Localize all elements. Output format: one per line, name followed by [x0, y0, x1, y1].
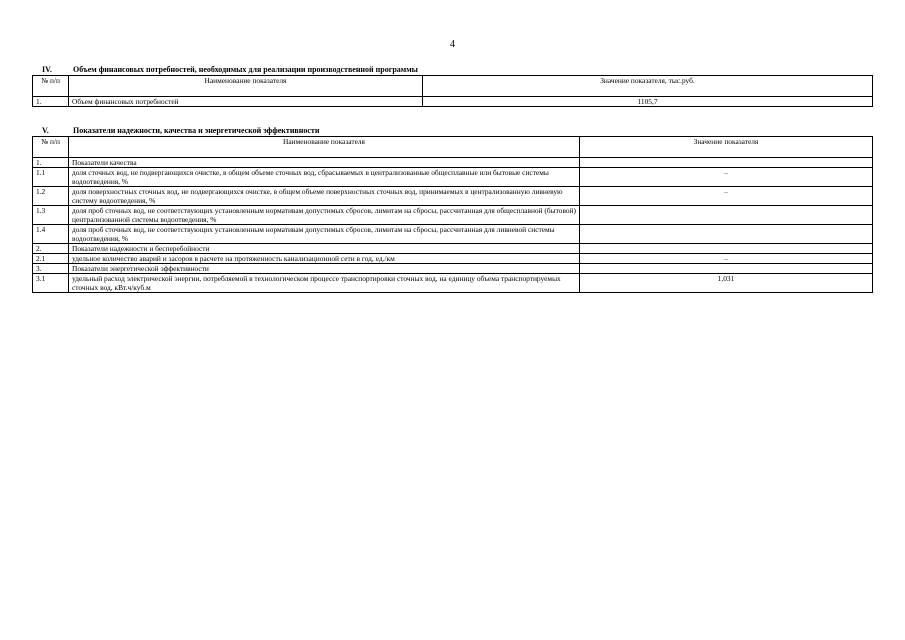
row-num: 1.4 [33, 225, 69, 244]
table-row [33, 254, 873, 264]
table-row [33, 158, 873, 168]
row-name: Показатели надежности и бесперебойности [69, 244, 580, 254]
section-title: Показатели надежности, качества и энергетической эффективности [73, 126, 320, 135]
header-value: Значение показателя [580, 137, 873, 158]
row-num: 1. [33, 97, 69, 107]
row-value: – [580, 168, 873, 187]
header-num: № п/п [33, 76, 69, 97]
row-num: 1.1 [33, 168, 69, 187]
row-value: – [580, 254, 873, 264]
row-num: 3. [33, 264, 69, 274]
row-value: 1,031 [580, 274, 873, 293]
row-value: – [580, 187, 873, 206]
section-heading [32, 126, 872, 136]
header-value: Значение показателя, тыс.руб. [423, 76, 873, 97]
table-header-row [33, 137, 873, 158]
table-row [33, 97, 873, 107]
financial-needs-table [32, 75, 873, 107]
row-value [580, 158, 873, 168]
section-number: V. [42, 126, 49, 135]
row-name: Объем финансовых потребностей [69, 97, 423, 107]
row-name: Показатели энергетической эффективности [69, 264, 580, 274]
header-name: Наименование показателя [69, 137, 580, 158]
row-num: 2.1 [33, 254, 69, 264]
table-row [33, 274, 873, 293]
section-reliability-indicators [32, 126, 872, 293]
table-header-row [33, 76, 873, 97]
row-num: 1.2 [33, 187, 69, 206]
table-row [33, 244, 873, 254]
section-heading [32, 65, 872, 75]
section-financial-needs [32, 65, 872, 107]
row-value [580, 225, 873, 244]
row-num: 2. [33, 244, 69, 254]
row-num: 1.3 [33, 206, 69, 225]
row-value [580, 244, 873, 254]
row-name: доля поверхностных сточных вод, не подвергающихся очистке, в общем объеме поверхностных сточных вод, принимаемых в централизованную ливневую систему водоотведения, % [69, 187, 580, 206]
row-value: 1105,7 [423, 97, 873, 107]
row-name: доля сточных вод, не подвергающихся очистке, в общем объеме сточных вод, сбрасываемых в централизованные общесплавные или бытовые системы водоотведения, % [69, 168, 580, 187]
table-row [33, 206, 873, 225]
header-num: № п/п [33, 137, 69, 158]
header-name: Наименование показателя [69, 76, 423, 97]
row-value [580, 206, 873, 225]
table-row [33, 187, 873, 206]
section-title: Объем финансовых потребностей, необходимых для реализации производственной программы [73, 65, 418, 74]
row-name: доля проб сточных вод, не соответствующих установленным нормативам допустимых сбросов, лимитам на сбросы, рассчитанная для ливневой системы водоотведения, % [69, 225, 580, 244]
section-number: IV. [42, 65, 52, 74]
page-number: 4 [450, 39, 455, 50]
row-name: удельный расход электрической энергии, потребляемой в технологическом процессе транспортировки сточных вод, на единицу объема транспортируемых сточных вод, кВт.ч/куб.м [69, 274, 580, 293]
table-row [33, 168, 873, 187]
row-name: доля проб сточных вод, не соответствующих установленным нормативам допустимых сбросов, лимитам на сбросы, рассчитанная для общесплавной (бытовой) централизованной системы водоотведения, % [69, 206, 580, 225]
table-row [33, 225, 873, 244]
row-num: 3.1 [33, 274, 69, 293]
row-name: Показатели качества [69, 158, 580, 168]
row-name: удельное количество аварий и засоров в расчете на протяженность канализационной сети в год, ед./км [69, 254, 580, 264]
row-value [580, 264, 873, 274]
row-num: 1. [33, 158, 69, 168]
table-row [33, 264, 873, 274]
reliability-indicators-table [32, 136, 873, 293]
